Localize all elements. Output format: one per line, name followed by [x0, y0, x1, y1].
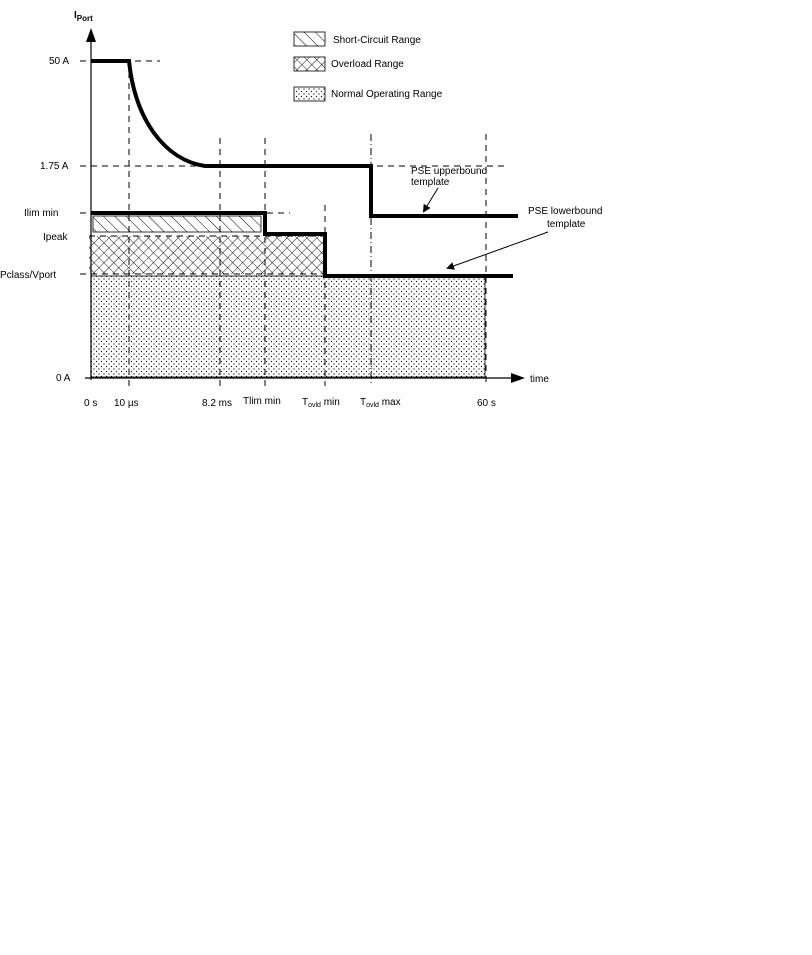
- short-circuit-region: [93, 216, 261, 232]
- x-tick-tovld-max: $T_{ovld}$ max: [360, 397, 401, 409]
- legend-swatch-normal: [294, 87, 325, 101]
- x-tick-tlim-min: Tlim min: [243, 396, 281, 407]
- pse-upperbound-template-line: [91, 61, 518, 216]
- x-tick-0s: 0 s: [84, 398, 98, 409]
- annotation-lower-line2: template: [547, 219, 586, 230]
- y-axis-arrowhead: [86, 28, 96, 42]
- legend-label-normal: Normal Operating Range: [331, 89, 443, 100]
- x-tick-8-2ms: 8.2 ms: [202, 398, 233, 409]
- annotation-upper-line2: template: [411, 177, 450, 188]
- y-tick-ilim-min: Ilim min: [24, 208, 59, 219]
- annotation-lower-line1: PSE lowerbound: [528, 206, 603, 217]
- y-tick-0a: 0 A: [56, 373, 71, 384]
- y-tick-1-75a: 1.75 A: [40, 161, 69, 172]
- y-axis-title: $I_{Port}$: [74, 10, 93, 23]
- legend-label-short-circuit: Short-Circuit Range: [333, 35, 421, 46]
- legend-swatch-overload: [294, 57, 325, 71]
- annotation-upper-line1: PSE upperbound: [411, 166, 488, 177]
- annotation-lower-arrow: [448, 232, 548, 268]
- legend-swatch-short-circuit: [294, 32, 325, 46]
- normal-operating-region: [91, 276, 485, 377]
- x-tick-10us: 10 µs: [114, 398, 139, 409]
- annotation-upper-arrow: [424, 188, 438, 211]
- legend: [294, 32, 443, 101]
- y-tick-ipeak: Ipeak: [43, 232, 68, 243]
- overload-region: [89, 236, 325, 274]
- x-axis-title: time: [530, 374, 549, 385]
- x-axis-arrowhead: [511, 373, 525, 383]
- y-tick-50a: 50 A: [49, 56, 70, 67]
- legend-label-overload: Overload Range: [331, 59, 404, 70]
- y-tick-pclass-vport: Pclass/Vport: [0, 270, 57, 281]
- x-tick-60s: 60 s: [477, 398, 496, 409]
- x-tick-tovld-min: $T_{ovld}$ min: [302, 397, 340, 409]
